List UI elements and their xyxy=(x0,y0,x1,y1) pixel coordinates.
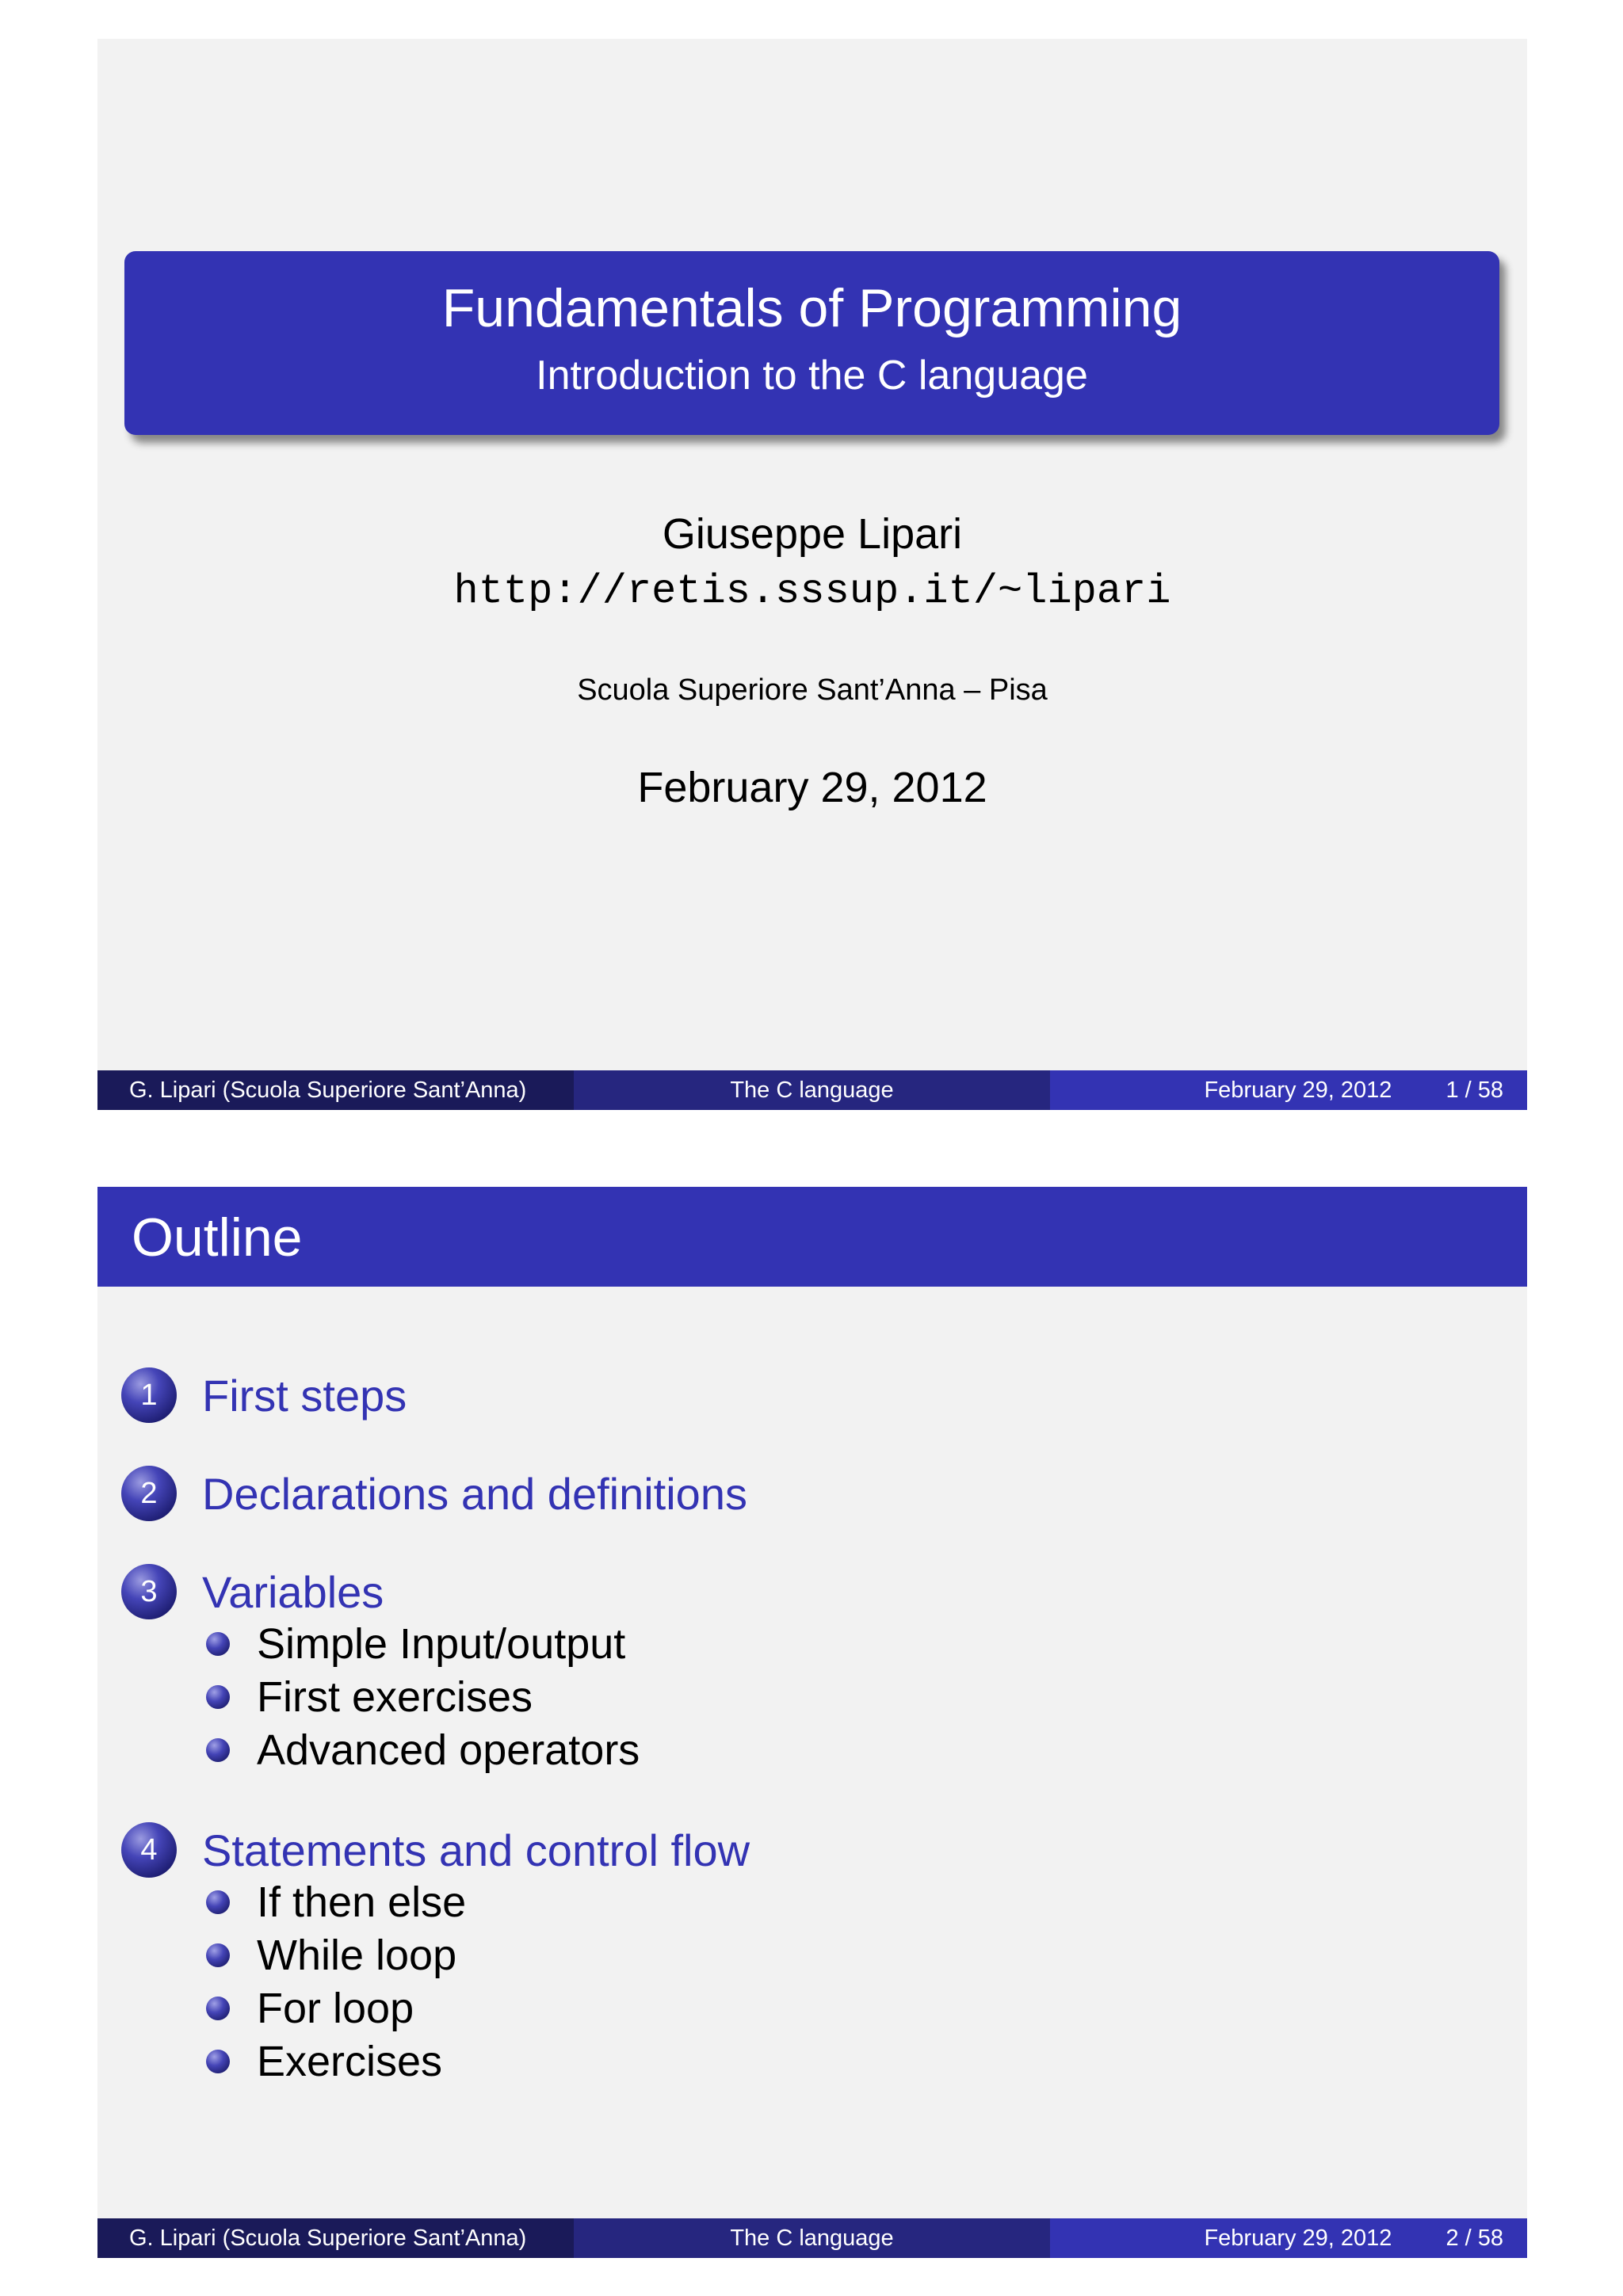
slide-footer xyxy=(97,1070,1527,1110)
subsection-label: While loop xyxy=(257,1932,457,1979)
outline-subsection[interactable] xyxy=(206,1983,414,2034)
author-url: http://retis.sssup.it/~lipari xyxy=(453,568,1171,615)
outline-slide xyxy=(97,1187,1527,2258)
presentation-date: February 29, 2012 xyxy=(637,764,987,811)
footer-date: February 29, 2012 xyxy=(1204,1077,1392,1103)
subsection-label: For loop xyxy=(257,1985,414,2032)
footer-date: February 29, 2012 xyxy=(1204,2225,1392,2251)
bullet-ball-icon xyxy=(206,1738,230,1762)
footer-page-number: 2 / 58 xyxy=(1445,2225,1503,2251)
slide-footer xyxy=(97,2218,1527,2258)
section-label: Statements and control flow xyxy=(202,1825,750,1875)
title-block xyxy=(124,251,1499,435)
outline-subsection[interactable] xyxy=(206,2036,442,2087)
title-slide xyxy=(97,39,1527,1110)
numbered-ball-icon: 4 xyxy=(121,1822,177,1878)
footer-author: G. Lipari (Scuola Superiore Sant’Anna) xyxy=(97,2218,574,2258)
numbered-ball-icon: 1 xyxy=(121,1367,177,1423)
section-label: Variables xyxy=(202,1566,384,1617)
section-label: Declarations and definitions xyxy=(202,1468,747,1519)
footer-right xyxy=(1050,2218,1527,2258)
subsection-label: First exercises xyxy=(257,1673,533,1721)
numbered-ball-icon: 3 xyxy=(121,1564,177,1619)
author-name: Giuseppe Lipari xyxy=(662,510,963,558)
bullet-ball-icon xyxy=(206,1997,230,2020)
subsection-label: Exercises xyxy=(257,2038,443,2085)
presentation-title: Fundamentals of Programming xyxy=(441,278,1182,338)
subsection-label: Advanced operators xyxy=(257,1726,640,1774)
footer-title: The C language xyxy=(574,1070,1050,1110)
footer-author: G. Lipari (Scuola Superiore Sant’Anna) xyxy=(97,1070,574,1110)
bullet-ball-icon xyxy=(206,2050,230,2073)
outline-section-2[interactable] xyxy=(121,1465,747,1522)
outline-subsection[interactable] xyxy=(206,1672,533,1722)
outline-subsection[interactable] xyxy=(206,1877,466,1928)
frame-title: Outline xyxy=(132,1207,303,1268)
outline-section-1[interactable] xyxy=(121,1367,407,1424)
section-label: First steps xyxy=(202,1370,407,1421)
outline-section-4[interactable] xyxy=(121,1821,750,1878)
outline-subsection[interactable] xyxy=(206,1725,640,1775)
footer-page-number: 1 / 58 xyxy=(1445,1077,1503,1103)
footer-right xyxy=(1050,1070,1527,1110)
footer-title: The C language xyxy=(574,2218,1050,2258)
bullet-ball-icon xyxy=(206,1943,230,1967)
institute: Scuola Superiore Sant’Anna – Pisa xyxy=(577,673,1048,707)
bullet-ball-icon xyxy=(206,1685,230,1709)
bullet-ball-icon xyxy=(206,1890,230,1914)
presentation-subtitle: Introduction to the C language xyxy=(536,353,1088,399)
outline-section-3[interactable] xyxy=(121,1563,384,1620)
outline-subsection[interactable] xyxy=(206,1619,625,1669)
subsection-label: If then else xyxy=(257,1878,467,1926)
bullet-ball-icon xyxy=(206,1632,230,1656)
numbered-ball-icon: 2 xyxy=(121,1466,177,1521)
outline-subsection[interactable] xyxy=(206,1930,456,1981)
frame-title-bar xyxy=(97,1187,1527,1287)
subsection-label: Simple Input/output xyxy=(257,1620,626,1668)
